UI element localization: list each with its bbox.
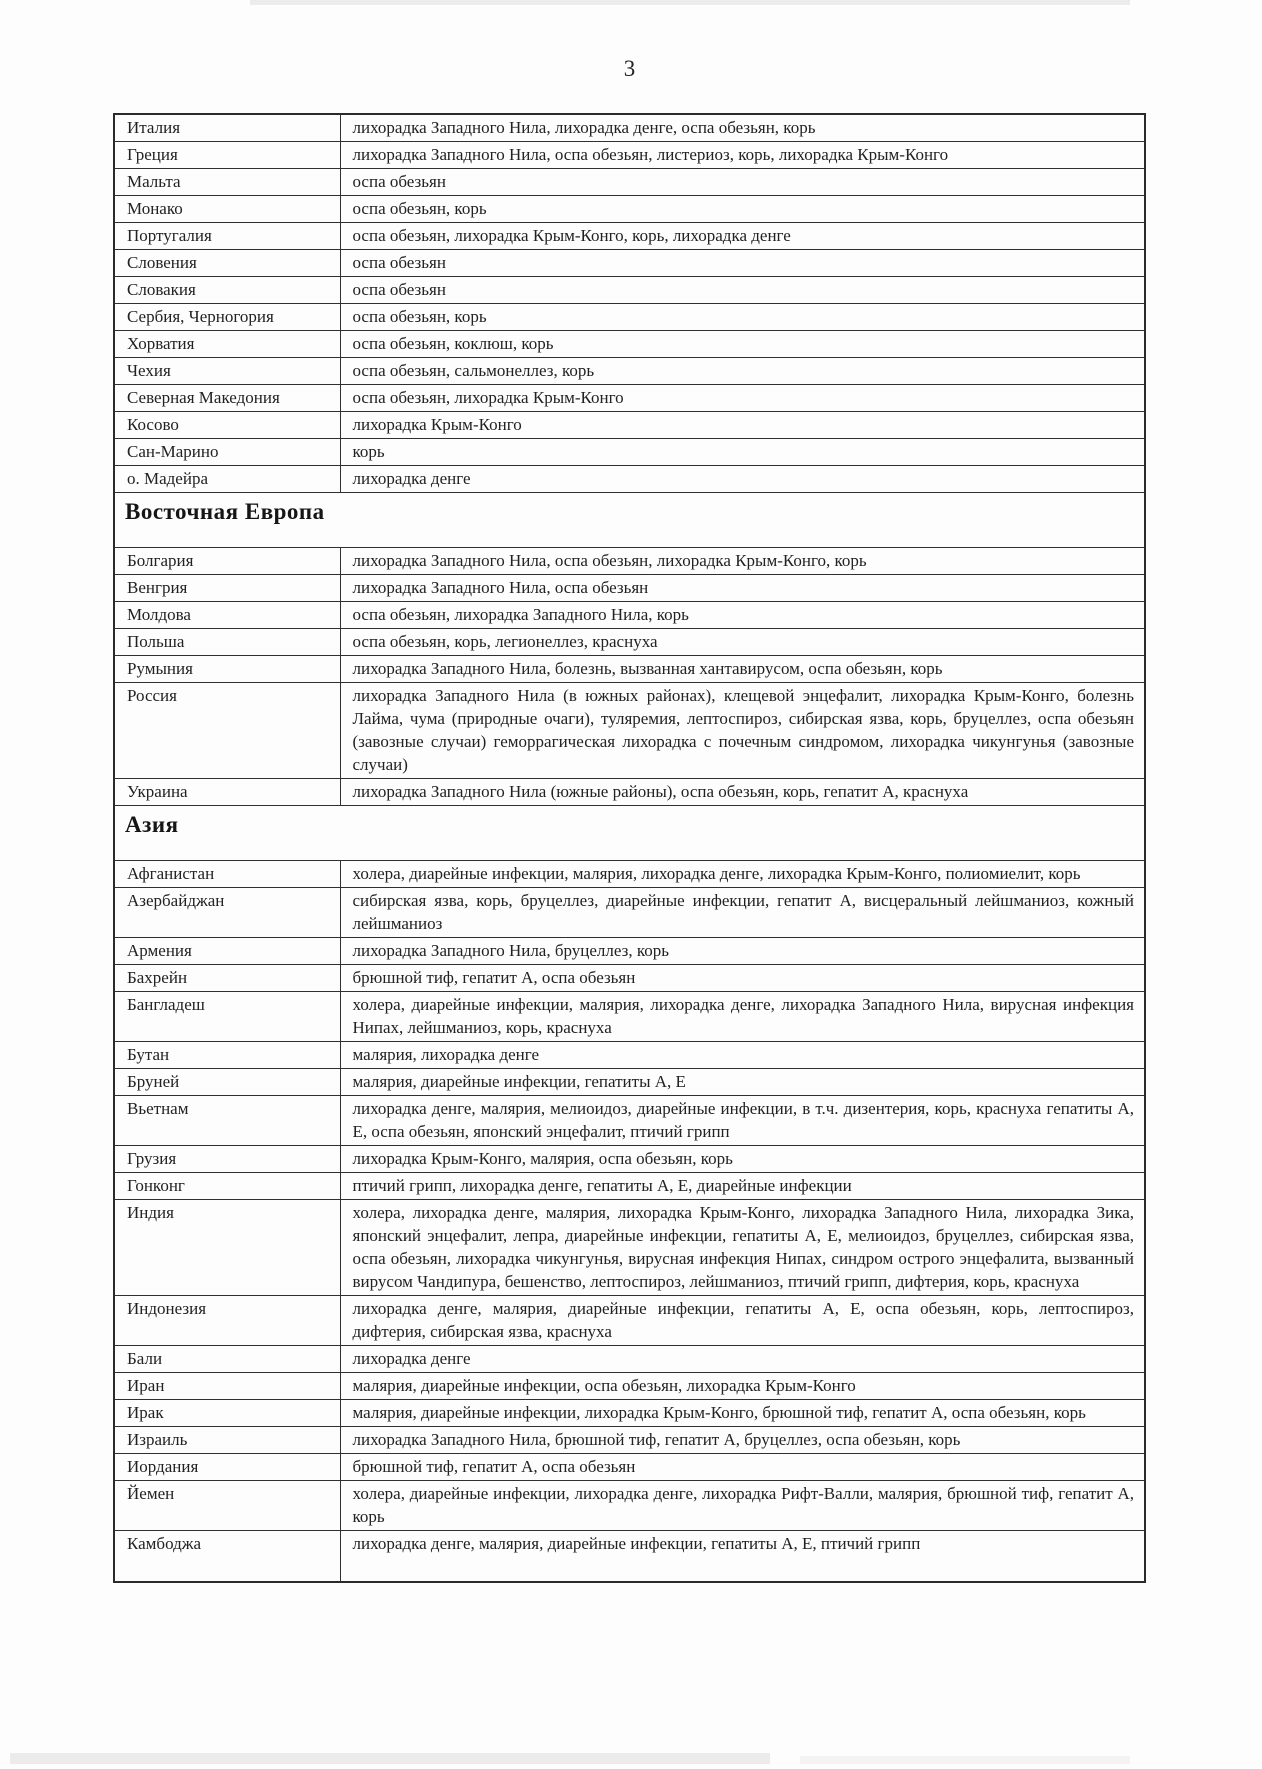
- country-cell: Сербия, Черногория: [114, 304, 340, 331]
- diseases-cell: лихорадка денге, малярия, диарейные инфекции, гепатиты А, Е, оспа обезьян, корь, лептоспироз, дифтерия, сибирская язва, краснуха: [340, 1296, 1145, 1346]
- country-cell: Италия: [114, 114, 340, 142]
- diseases-cell: брюшной тиф, гепатит А, оспа обезьян: [340, 1454, 1145, 1481]
- diseases-cell: лихорадка Крым-Конго: [340, 412, 1145, 439]
- country-cell: Индонезия: [114, 1296, 340, 1346]
- diseases-cell: лихорадка денге, малярия, диарейные инфекции, гепатиты А, Е, птичий грипп: [340, 1531, 1145, 1583]
- diseases-cell: малярия, лихорадка денге: [340, 1042, 1145, 1069]
- country-cell: Иран: [114, 1373, 340, 1400]
- country-cell: о. Мадейра: [114, 466, 340, 493]
- table-row: [114, 1427, 1145, 1454]
- country-cell: Косово: [114, 412, 340, 439]
- scan-artifact-top: [250, 0, 1130, 5]
- diseases-cell: лихорадка денге, малярия, мелиоидоз, диарейные инфекции, в т.ч. дизентерия, корь, краснуха гепатиты А, Е, оспа обезьян, японский энцефалит, птичий грипп: [340, 1096, 1145, 1146]
- diseases-cell: брюшной тиф, гепатит А, оспа обезьян: [340, 965, 1145, 992]
- diseases-cell: оспа обезьян: [340, 250, 1145, 277]
- table-row: [114, 277, 1145, 304]
- disease-table-body: [114, 114, 1145, 1582]
- diseases-cell: лихорадка Западного Нила, бруцеллез, корь: [340, 938, 1145, 965]
- table-row: [114, 938, 1145, 965]
- section-header: Азия: [114, 806, 1145, 861]
- country-cell: Бутан: [114, 1042, 340, 1069]
- table-row: [114, 779, 1145, 806]
- country-cell: Словения: [114, 250, 340, 277]
- country-cell: Молдова: [114, 602, 340, 629]
- diseases-cell: малярия, диарейные инфекции, оспа обезьян, лихорадка Крым-Конго: [340, 1373, 1145, 1400]
- diseases-cell: лихорадка Западного Нила (южные районы), оспа обезьян, корь, гепатит А, краснуха: [340, 779, 1145, 806]
- country-cell: Иордания: [114, 1454, 340, 1481]
- table-row: [114, 1069, 1145, 1096]
- table-row: [114, 466, 1145, 493]
- diseases-cell: оспа обезьян, сальмонеллез, корь: [340, 358, 1145, 385]
- diseases-cell: лихорадка Западного Нила, оспа обезьян, лихорадка Крым-Конго, корь: [340, 548, 1145, 575]
- country-cell: Грузия: [114, 1146, 340, 1173]
- country-cell: Польша: [114, 629, 340, 656]
- table-row: [114, 1173, 1145, 1200]
- table-row: [114, 114, 1145, 142]
- table-row: [114, 1146, 1145, 1173]
- diseases-cell: оспа обезьян, лихорадка Западного Нила, корь: [340, 602, 1145, 629]
- table-row: [114, 992, 1145, 1042]
- country-cell: Румыния: [114, 656, 340, 683]
- country-cell: Монако: [114, 196, 340, 223]
- country-cell: Бахрейн: [114, 965, 340, 992]
- country-cell: Сан-Марино: [114, 439, 340, 466]
- country-cell: Чехия: [114, 358, 340, 385]
- country-disease-table: [113, 113, 1146, 1583]
- diseases-cell: холера, диарейные инфекции, малярия, лихорадка денге, лихорадка Западного Нила, вирусная инфекция Нипах, лейшманиоз, корь, краснуха: [340, 992, 1145, 1042]
- diseases-cell: малярия, диарейные инфекции, лихорадка Крым-Конго, брюшной тиф, гепатит А, оспа обезьян, корь: [340, 1400, 1145, 1427]
- country-cell: Индия: [114, 1200, 340, 1296]
- diseases-cell: лихорадка Западного Нила, лихорадка денге, оспа обезьян, корь: [340, 114, 1145, 142]
- table-row: [114, 412, 1145, 439]
- diseases-cell: корь: [340, 439, 1145, 466]
- diseases-cell: лихорадка Западного Нила, оспа обезьян, листериоз, корь, лихорадка Крым-Конго: [340, 142, 1145, 169]
- table-row: [114, 575, 1145, 602]
- country-cell: Северная Македония: [114, 385, 340, 412]
- diseases-cell: холера, лихорадка денге, малярия, лихорадка Крым-Конго, лихорадка Западного Нила, лихорадка Зика, японский энцефалит, лепра, диарейные инфекции, гепатиты А, Е, мелиоидоз, бруцеллез, сибирская язва, оспа обезьян, лихорадка чикунгунья, вирусная инфекция Нипах, синдром острого энцефалита, вызванный вирусом Чандипура, бешенство, лептоспироз, лейшманиоз, птичий грипп, дифтерия, корь, краснуха: [340, 1200, 1145, 1296]
- country-cell: Украина: [114, 779, 340, 806]
- table-row: [114, 331, 1145, 358]
- diseases-cell: оспа обезьян, коклюш, корь: [340, 331, 1145, 358]
- scan-artifact-bottom: [10, 1753, 770, 1764]
- country-cell: Армения: [114, 938, 340, 965]
- table-row: [114, 965, 1145, 992]
- diseases-cell: оспа обезьян, корь, легионеллез, краснуха: [340, 629, 1145, 656]
- country-cell: Мальта: [114, 169, 340, 196]
- diseases-cell: птичий грипп, лихорадка денге, гепатиты А, Е, диарейные инфекции: [340, 1173, 1145, 1200]
- diseases-cell: лихорадка денге: [340, 1346, 1145, 1373]
- diseases-cell: оспа обезьян: [340, 277, 1145, 304]
- country-cell: Израиль: [114, 1427, 340, 1454]
- country-cell: Хорватия: [114, 331, 340, 358]
- section-header-row: [114, 806, 1145, 861]
- table-row: [114, 1400, 1145, 1427]
- table-row: [114, 1531, 1145, 1583]
- table-row: [114, 142, 1145, 169]
- table-row: [114, 385, 1145, 412]
- table-row: [114, 1346, 1145, 1373]
- table-row: [114, 656, 1145, 683]
- table-row: [114, 888, 1145, 938]
- table-row: [114, 250, 1145, 277]
- table-row: [114, 1373, 1145, 1400]
- table-row: [114, 196, 1145, 223]
- diseases-cell: сибирская язва, корь, бруцеллез, диарейные инфекции, гепатит А, висцеральный лейшманиоз, кожный лейшманиоз: [340, 888, 1145, 938]
- table-row: [114, 602, 1145, 629]
- diseases-cell: оспа обезьян, корь: [340, 304, 1145, 331]
- table-row: [114, 683, 1145, 779]
- country-cell: Венгрия: [114, 575, 340, 602]
- diseases-cell: лихорадка денге: [340, 466, 1145, 493]
- table-row: [114, 629, 1145, 656]
- diseases-cell: лихорадка Западного Нила (в южных районах), клещевой энцефалит, лихорадка Крым-Конго, болезнь Лайма, чума (природные очаги), туляремия, лептоспироз, сибирская язва, корь, бруцеллез, оспа обезьян (завозные случаи) геморрагическая лихорадка с почечным синдромом, лихорадка чикунгунья (завозные случаи): [340, 683, 1145, 779]
- page-number: 3: [623, 56, 636, 81]
- country-cell: Вьетнам: [114, 1096, 340, 1146]
- table-row: [114, 439, 1145, 466]
- country-cell: Словакия: [114, 277, 340, 304]
- table-row: [114, 304, 1145, 331]
- country-cell: Бангладеш: [114, 992, 340, 1042]
- table-row: [114, 861, 1145, 888]
- country-cell: Гонконг: [114, 1173, 340, 1200]
- table-row: [114, 1481, 1145, 1531]
- diseases-cell: лихорадка Западного Нила, брюшной тиф, гепатит А, бруцеллез, оспа обезьян, корь: [340, 1427, 1145, 1454]
- diseases-cell: холера, диарейные инфекции, лихорадка денге, лихорадка Рифт-Валли, малярия, брюшной тиф, гепатит А, корь: [340, 1481, 1145, 1531]
- country-cell: Греция: [114, 142, 340, 169]
- section-header: Восточная Европа: [114, 493, 1145, 548]
- diseases-cell: малярия, диарейные инфекции, гепатиты А, Е: [340, 1069, 1145, 1096]
- country-cell: Азербайджан: [114, 888, 340, 938]
- country-cell: Камбоджа: [114, 1531, 340, 1583]
- table-row: [114, 548, 1145, 575]
- diseases-cell: оспа обезьян, корь: [340, 196, 1145, 223]
- diseases-cell: оспа обезьян, лихорадка Крым-Конго, корь, лихорадка денге: [340, 223, 1145, 250]
- country-cell: Бали: [114, 1346, 340, 1373]
- section-header-row: [114, 493, 1145, 548]
- diseases-cell: лихорадка Западного Нила, болезнь, вызванная хантавирусом, оспа обезьян, корь: [340, 656, 1145, 683]
- diseases-cell: холера, диарейные инфекции, малярия, лихорадка денге, лихорадка Крым-Конго, полиомиелит, корь: [340, 861, 1145, 888]
- scan-artifact-bottom-right: [800, 1756, 1130, 1764]
- diseases-cell: оспа обезьян: [340, 169, 1145, 196]
- table-row: [114, 1454, 1145, 1481]
- diseases-cell: лихорадка Крым-Конго, малярия, оспа обезьян, корь: [340, 1146, 1145, 1173]
- country-cell: Афганистан: [114, 861, 340, 888]
- country-cell: Бруней: [114, 1069, 340, 1096]
- table-row: [114, 223, 1145, 250]
- country-cell: Россия: [114, 683, 340, 779]
- country-cell: Португалия: [114, 223, 340, 250]
- diseases-cell: лихорадка Западного Нила, оспа обезьян: [340, 575, 1145, 602]
- table-row: [114, 1042, 1145, 1069]
- country-cell: Йемен: [114, 1481, 340, 1531]
- table-row: [114, 1096, 1145, 1146]
- country-cell: Болгария: [114, 548, 340, 575]
- table-row: [114, 1200, 1145, 1296]
- table-row: [114, 1296, 1145, 1346]
- table-row: [114, 169, 1145, 196]
- table-row: [114, 358, 1145, 385]
- country-cell: Ирак: [114, 1400, 340, 1427]
- diseases-cell: оспа обезьян, лихорадка Крым-Конго: [340, 385, 1145, 412]
